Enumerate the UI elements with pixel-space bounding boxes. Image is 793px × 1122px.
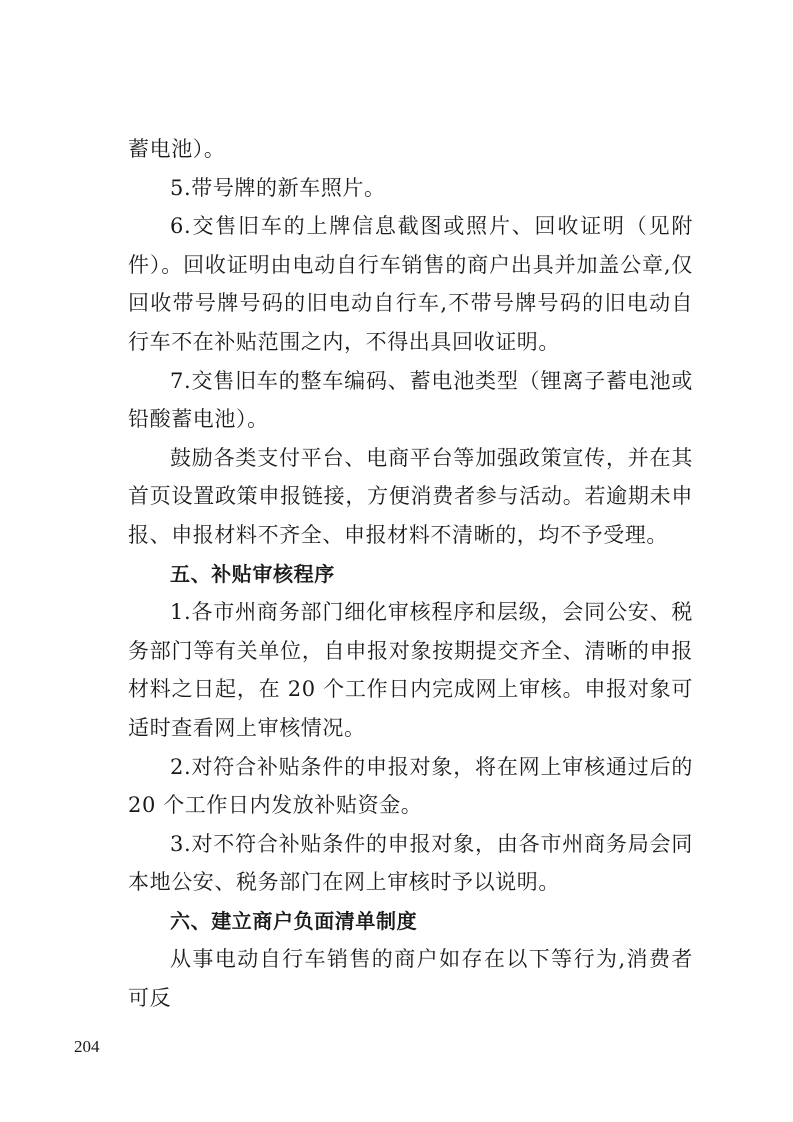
- section-heading-5: 五、补贴审核程序: [170, 561, 335, 586]
- paragraph-merchant-list: 从事电动自行车销售的商户如存在以下等行为,消费者可反: [128, 947, 693, 1011]
- list-item-7: 7.交售旧车的整车编码、蓄电池类型（锂离子蓄电池或铅酸蓄电池）。: [128, 368, 693, 432]
- review-item-1: 1.各市州商务部门细化审核程序和层级，会同公安、税务部门等有关单位，自申报对象按期提交齐全、清晰的申报材料之日起，在 20 个工作日内完成网上审核。申报对象可适时查看网上审核情况。: [128, 600, 693, 740]
- paragraph-continuation: 蓄电池）。: [128, 137, 226, 161]
- page-number: 204: [74, 1037, 100, 1056]
- review-item-2: 2.对符合补贴条件的申报对象，将在网上审核通过后的 20 个工作日内发放补贴资金。: [128, 754, 693, 818]
- review-item-3: 3.对不符合补贴条件的申报对象，由各市州商务局会同本地公安、税务部门在网上审核时予以说明。: [128, 831, 693, 895]
- list-item-6: 6.交售旧车的上牌信息截图或照片、回收证明（见附件）。回收证明由电动自行车销售的商户出具并加盖公章,仅回收带号牌号码的旧电动自行车,不带号牌号码的旧电动自行车不在补贴范围之内，不得出具回收证明。: [128, 214, 693, 354]
- page-body: [128, 130, 693, 1018]
- list-item-5: 5.带号牌的新车照片。: [170, 175, 386, 200]
- section-heading-6: 六、建立商户负面清单制度: [170, 908, 418, 933]
- paragraph-encourage: 鼓励各类支付平台、电商平台等加强政策宣传，并在其首页设置政策申报链接，方便消费者参与活动。若逾期未申报、申报材料不齐全、申报材料不清晰的，均不予受理。: [128, 445, 693, 547]
